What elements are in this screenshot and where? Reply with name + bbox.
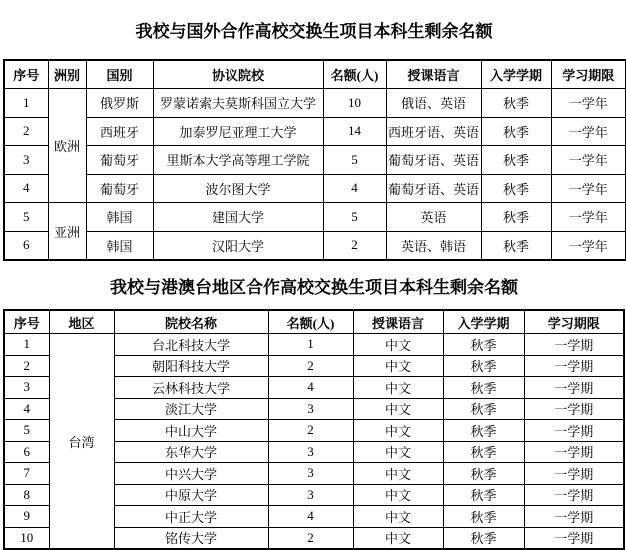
cell-language: 葡萄牙语、英语 (386, 174, 481, 203)
header-language: 授课语言 (386, 60, 481, 89)
header-semester: 入学学期 (481, 60, 551, 89)
cell-duration: 一学年 (551, 117, 626, 146)
header-no: 序号 (4, 310, 49, 334)
table-row (4, 89, 626, 118)
header-duration: 学习期限 (551, 60, 626, 89)
cell-country: 葡萄牙 (86, 174, 153, 203)
cell-no: 9 (4, 506, 49, 528)
foreign-table-title: 我校与国外合作高校交换生项目本科生剩余名额 (135, 22, 493, 41)
cell-no: 8 (4, 484, 49, 506)
cell-country: 韩国 (86, 231, 153, 260)
cell-duration: 一学期 (524, 463, 624, 485)
cell-institution: 淡江大学 (114, 398, 268, 420)
cell-duration: 一学期 (524, 377, 624, 399)
cell-quota: 4 (268, 377, 353, 399)
cell-language: 英语、韩语 (386, 231, 481, 260)
table1-header-row (4, 60, 626, 89)
cell-duration: 一学年 (551, 203, 626, 232)
header-quota: 名额(人) (268, 310, 353, 334)
cell-quota: 3 (268, 484, 353, 506)
table-row (4, 203, 626, 232)
cell-no: 2 (4, 355, 49, 377)
cell-duration: 一学年 (551, 146, 626, 175)
cell-institution: 云林科技大学 (114, 377, 268, 399)
cell-institution: 中山大学 (114, 420, 268, 442)
cell-institution: 里斯本大学高等理工学院 (153, 146, 323, 175)
cell-semester: 秋季 (443, 377, 524, 399)
cell-semester: 秋季 (481, 146, 551, 175)
cell-semester: 秋季 (481, 89, 551, 118)
foreign-exchange-table (3, 59, 626, 261)
cell-semester: 秋季 (443, 463, 524, 485)
cell-semester: 秋季 (443, 334, 524, 356)
header-country: 国别 (86, 60, 153, 89)
cell-language: 中文 (353, 420, 443, 442)
cell-no: 3 (4, 377, 49, 399)
cell-no: 6 (4, 441, 49, 463)
cell-no: 1 (4, 334, 49, 356)
header-institution: 院校名称 (114, 310, 268, 334)
cell-semester: 秋季 (443, 441, 524, 463)
header-quota: 名额(人) (323, 60, 386, 89)
cell-country: 葡萄牙 (86, 146, 153, 175)
cell-semester: 秋季 (443, 527, 524, 549)
cell-quota: 10 (323, 89, 386, 118)
table-row (4, 231, 626, 260)
hmt-table-title: 我校与港澳台地区合作高校交换生项目本科生剩余名额 (110, 278, 518, 297)
cell-duration: 一学期 (524, 398, 624, 420)
cell-quota: 2 (268, 355, 353, 377)
hmt-exchange-table (3, 309, 625, 550)
cell-no: 2 (4, 117, 48, 146)
cell-duration: 一学年 (551, 174, 626, 203)
cell-language: 俄语、英语 (386, 89, 481, 118)
cell-no: 10 (4, 527, 49, 549)
cell-language: 中文 (353, 398, 443, 420)
cell-institution: 台北科技大学 (114, 334, 268, 356)
cell-quota: 5 (323, 203, 386, 232)
header-institution: 协议院校 (153, 60, 323, 89)
cell-no: 6 (4, 231, 48, 260)
cell-institution: 汉阳大学 (153, 231, 323, 260)
table-row (4, 334, 624, 356)
cell-semester: 秋季 (443, 484, 524, 506)
table-row (4, 117, 626, 146)
cell-institution: 中正大学 (114, 506, 268, 528)
cell-semester: 秋季 (481, 174, 551, 203)
cell-language: 中文 (353, 506, 443, 528)
cell-duration: 一学期 (524, 355, 624, 377)
cell-quota: 14 (323, 117, 386, 146)
cell-duration: 一学期 (524, 420, 624, 442)
table-row (4, 174, 626, 203)
cell-institution: 罗蒙诺索夫莫斯科国立大学 (153, 89, 323, 118)
cell-institution: 中原大学 (114, 484, 268, 506)
header-continent: 洲别 (48, 60, 86, 89)
header-duration: 学习期限 (524, 310, 624, 334)
cell-country: 韩国 (86, 203, 153, 232)
cell-duration: 一学期 (524, 506, 624, 528)
cell-institution: 东华大学 (114, 441, 268, 463)
cell-semester: 秋季 (443, 420, 524, 442)
cell-quota: 3 (268, 463, 353, 485)
cell-language: 中文 (353, 527, 443, 549)
cell-no: 5 (4, 420, 49, 442)
cell-duration: 一学年 (551, 89, 626, 118)
cell-no: 4 (4, 398, 49, 420)
cell-country: 俄罗斯 (86, 89, 153, 118)
cell-continent-europe: 欧洲 (48, 89, 86, 203)
cell-institution: 铭传大学 (114, 527, 268, 549)
cell-duration: 一学期 (524, 527, 624, 549)
cell-continent-asia: 亚洲 (48, 203, 86, 261)
cell-semester: 秋季 (443, 398, 524, 420)
cell-institution: 中兴大学 (114, 463, 268, 485)
cell-institution: 波尔图大学 (153, 174, 323, 203)
header-semester: 入学学期 (443, 310, 524, 334)
cell-duration: 一学期 (524, 334, 624, 356)
cell-language: 葡萄牙语、英语 (386, 146, 481, 175)
cell-language: 中文 (353, 377, 443, 399)
cell-language: 英语 (386, 203, 481, 232)
cell-quota: 2 (268, 527, 353, 549)
cell-language: 中文 (353, 463, 443, 485)
cell-quota: 3 (268, 398, 353, 420)
cell-semester: 秋季 (481, 231, 551, 260)
cell-quota: 4 (323, 174, 386, 203)
cell-quota: 2 (323, 231, 386, 260)
cell-institution: 朝阳科技大学 (114, 355, 268, 377)
cell-quota: 5 (323, 146, 386, 175)
cell-language: 中文 (353, 441, 443, 463)
cell-language: 中文 (353, 484, 443, 506)
cell-country: 西班牙 (86, 117, 153, 146)
cell-no: 5 (4, 203, 48, 232)
cell-semester: 秋季 (481, 117, 551, 146)
table-row (4, 146, 626, 175)
cell-duration: 一学期 (524, 484, 624, 506)
cell-quota: 4 (268, 506, 353, 528)
table2-header-row (4, 310, 624, 334)
header-no: 序号 (4, 60, 48, 89)
cell-quota: 1 (268, 334, 353, 356)
cell-no: 1 (4, 89, 48, 118)
cell-duration: 一学年 (551, 231, 626, 260)
cell-no: 7 (4, 463, 49, 485)
header-language: 授课语言 (353, 310, 443, 334)
cell-quota: 2 (268, 420, 353, 442)
cell-no: 4 (4, 174, 48, 203)
cell-semester: 秋季 (443, 506, 524, 528)
cell-language: 西班牙语、英语 (386, 117, 481, 146)
cell-semester: 秋季 (481, 203, 551, 232)
cell-institution: 建国大学 (153, 203, 323, 232)
cell-language: 中文 (353, 334, 443, 356)
cell-institution: 加泰罗尼亚理工大学 (153, 117, 323, 146)
cell-duration: 一学期 (524, 441, 624, 463)
cell-region-taiwan: 台湾 (49, 334, 114, 550)
cell-language: 中文 (353, 355, 443, 377)
cell-no: 3 (4, 146, 48, 175)
cell-semester: 秋季 (443, 355, 524, 377)
cell-quota: 3 (268, 441, 353, 463)
header-region: 地区 (49, 310, 114, 334)
